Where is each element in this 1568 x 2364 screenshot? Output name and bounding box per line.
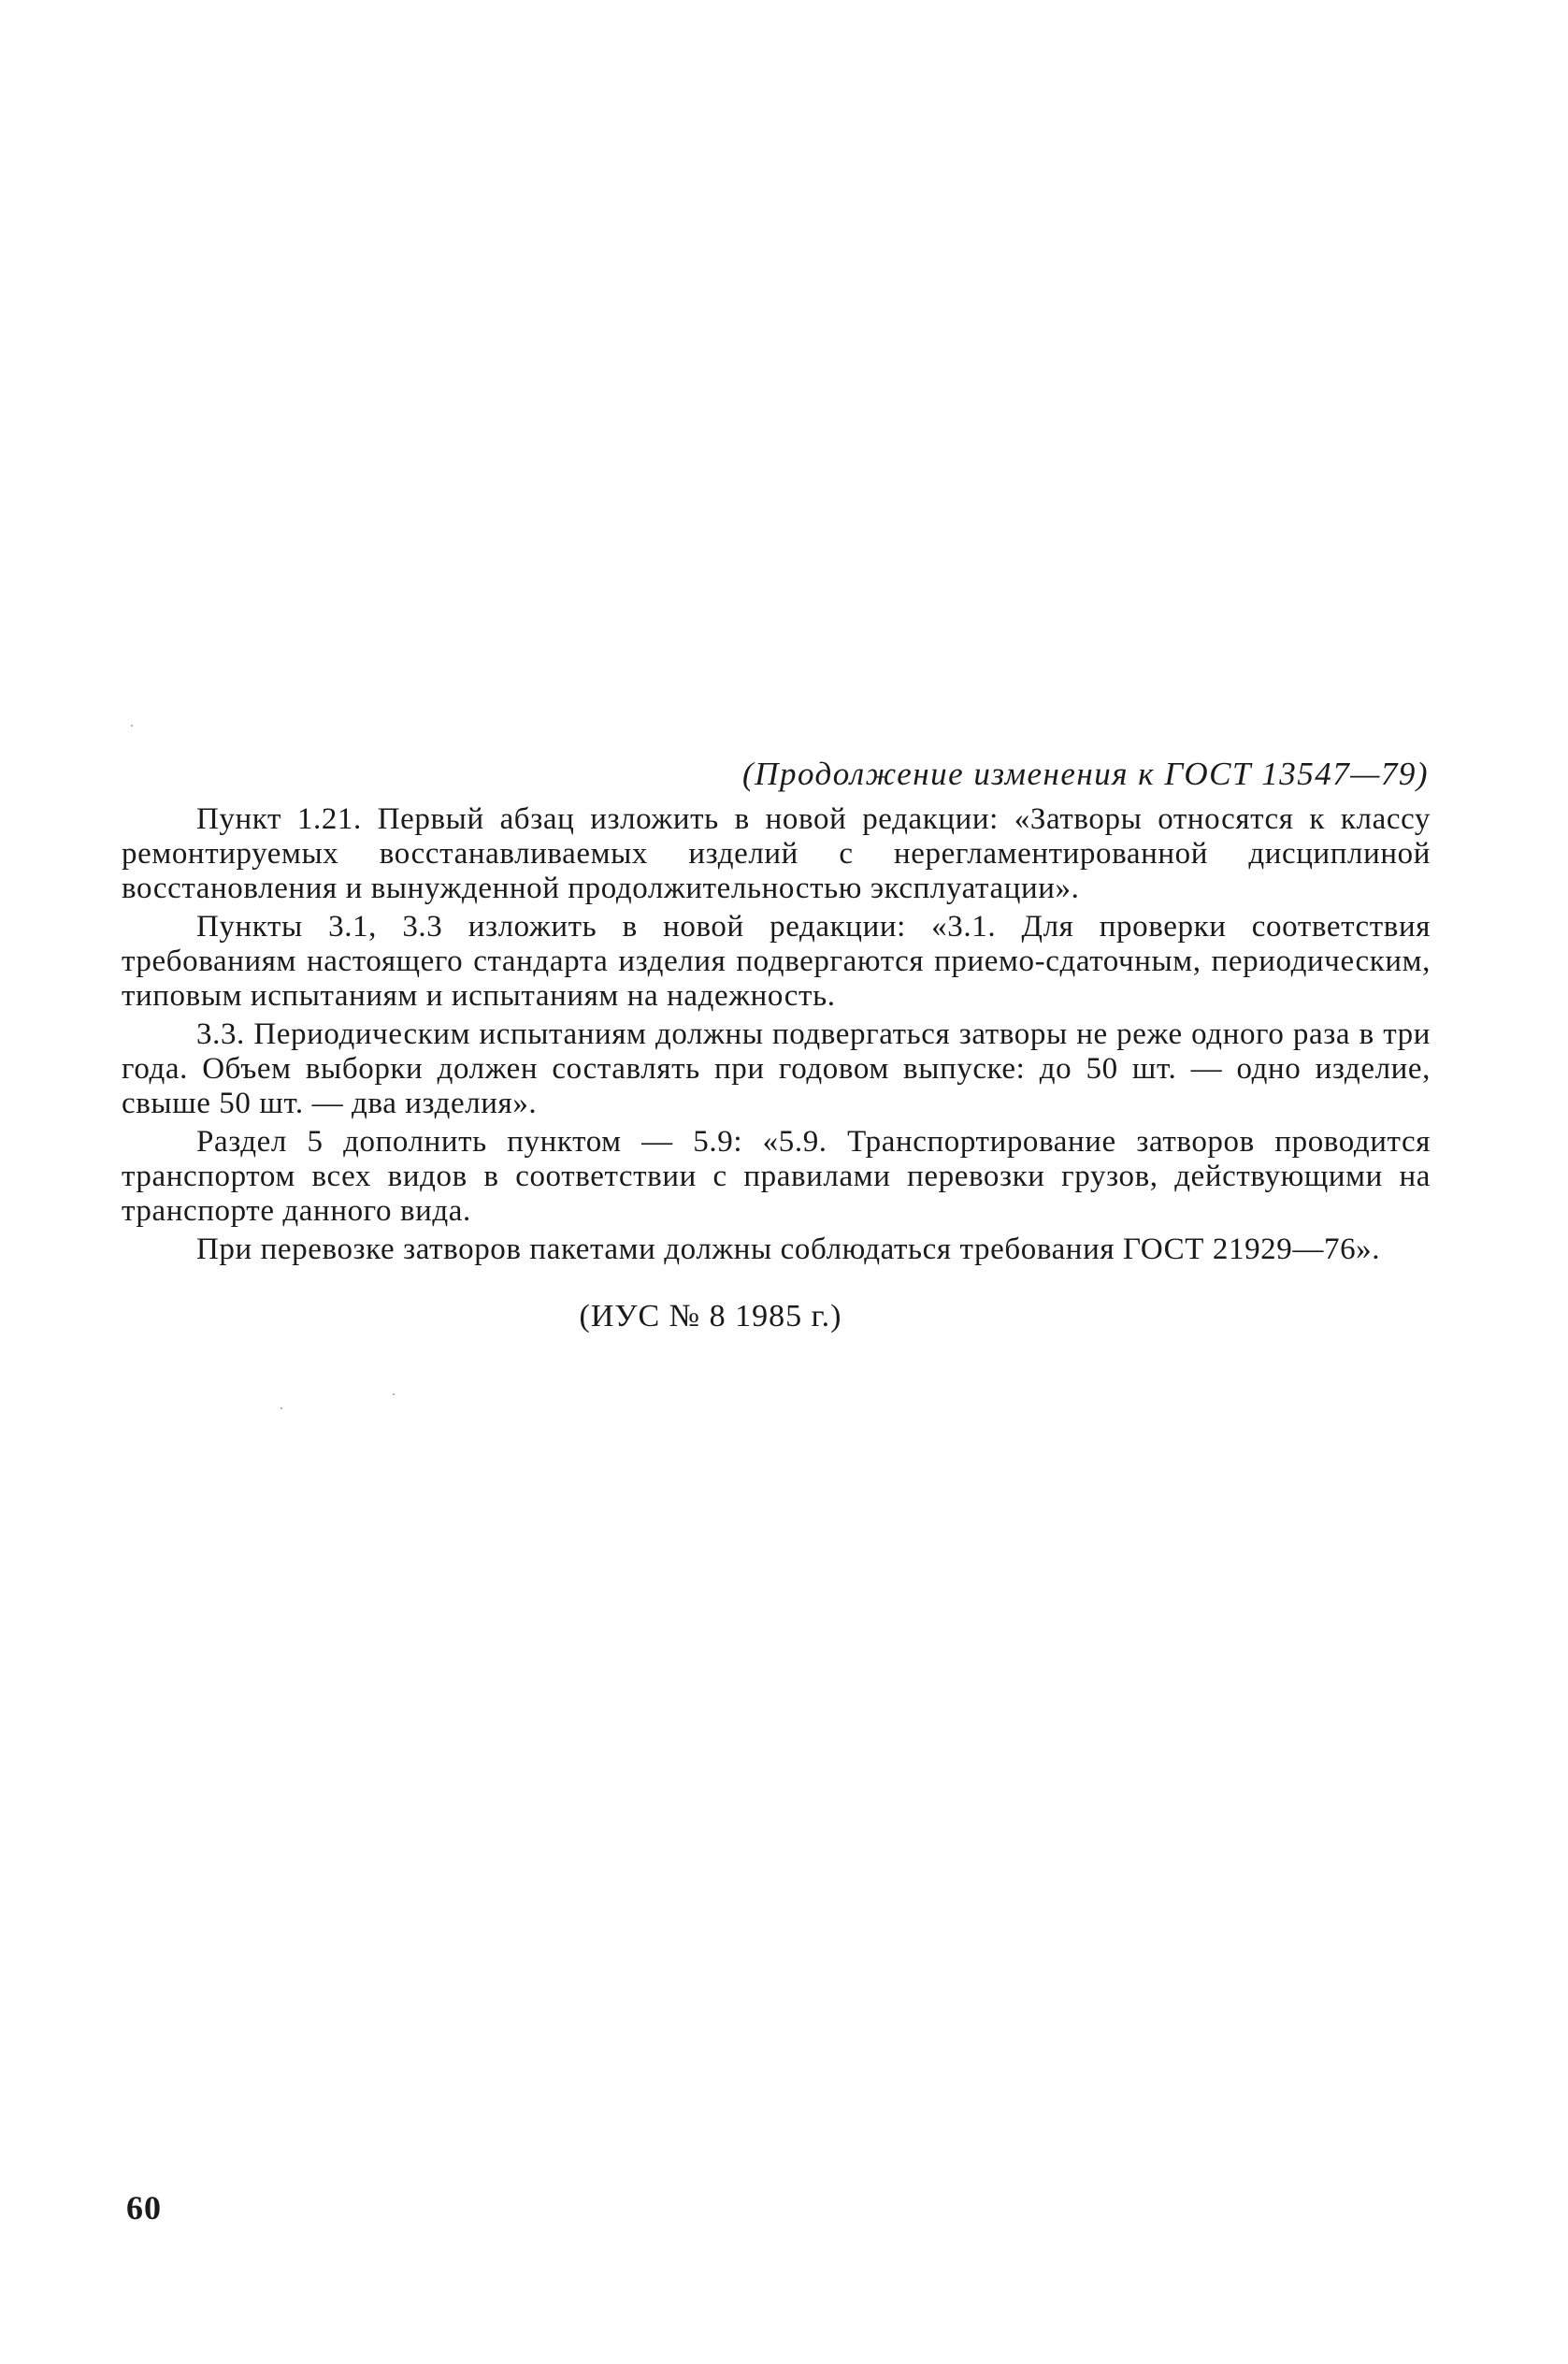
document-body <box>122 756 1431 1334</box>
paragraph-section-5: Раздел 5 дополнить пунктом — 5.9: «5.9. Транспортирование затворов проводится транспортом всех видов в соответствии с правилами перевозки грузов, действующими на транспорте данного вида. <box>122 1125 1431 1228</box>
scan-speck <box>131 725 133 727</box>
scan-speck <box>281 1407 282 1409</box>
paragraph-item-3-3: 3.3. Периодическим испытаниям должны подвергаться затворы не реже одного раза в три года. Объем выборки должен составлять при годовом выпуске: до 50 шт. — одно изделие, свыше 50 шт. — два изделия». <box>122 1017 1431 1120</box>
page-number: 60 <box>126 2189 162 2227</box>
source-reference: (ИУС № 8 1985 г.) <box>579 1299 842 1333</box>
paragraph-items-3-1-3-3: Пункты 3.1, 3.3 изложить в новой редакции: «3.1. Для проверки соответствия требованиям настоящего стандарта изделия подвергаются приемо-сдаточным, периодическим, типовым испытаниям и испытаниям на надежность. <box>122 910 1431 1013</box>
paragraph-packet-transport: При перевозке затворов пакетами должны соблюдаться требования ГОСТ 21929—76». <box>196 1232 1381 1266</box>
continuation-header: (Продолжение изменения к ГОСТ 13547—79) <box>742 756 1429 792</box>
scan-speck <box>393 1393 395 1395</box>
paragraph-item-1-21: Пункт 1.21. Первый абзац изложить в новой редакции: «Затворы относятся к классу ремонтируемых восстанавливаемых изделий с нерегламентированной дисциплиной восстановления и вынужденной продолжительностью эксплуатации». <box>122 802 1431 905</box>
